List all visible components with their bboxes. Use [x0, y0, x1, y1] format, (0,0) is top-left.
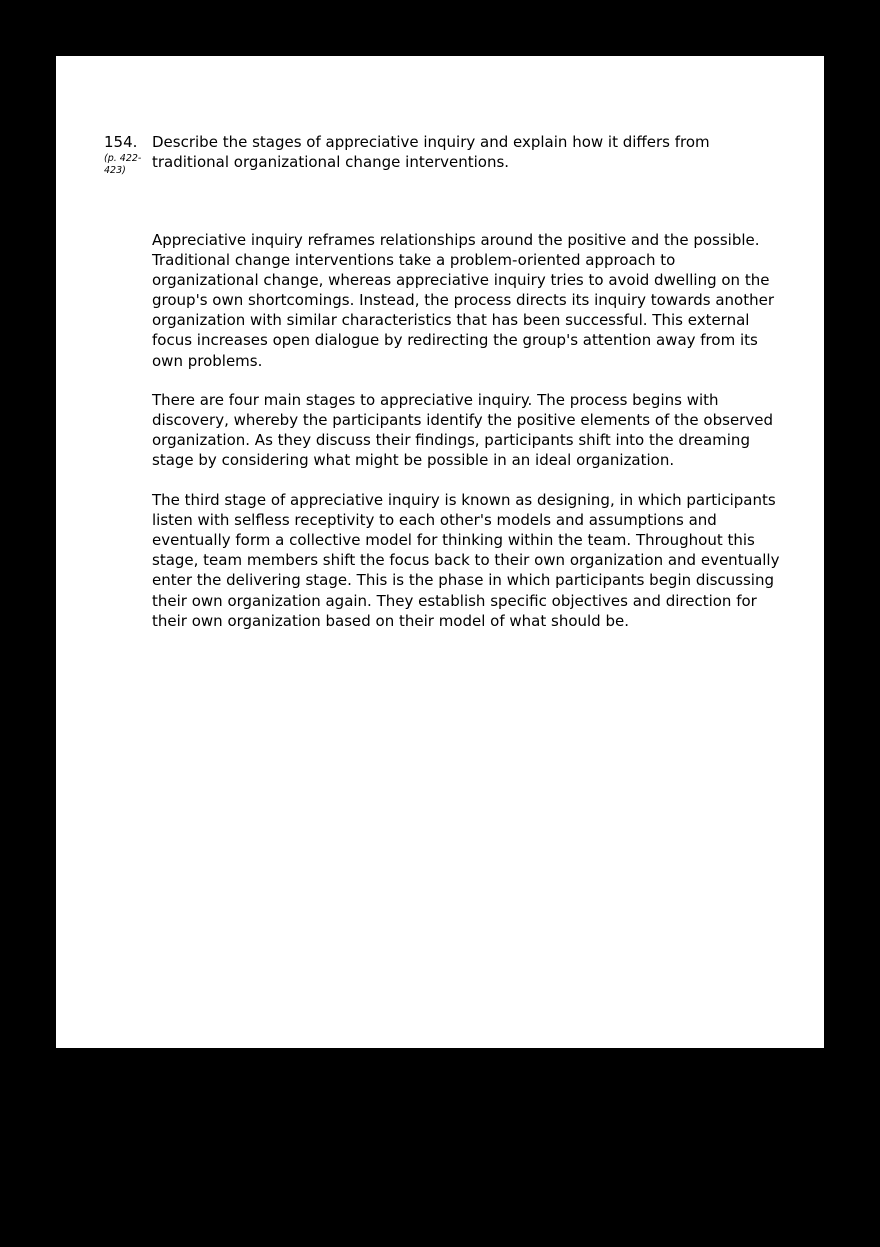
question-number: 154. — [104, 133, 138, 151]
document-page — [56, 56, 824, 1048]
question-text: Describe the stages of appreciative inquiry and explain how it differs from traditional organizational change interventions. — [152, 133, 710, 171]
answer-paragraph: There are four main stages to appreciative inquiry. The process begins with discovery, whereby the participants identify the positive elements of the observed organization. As they discuss their findings, participants shift into the dreaming stage by considering what might be possible in an ideal organization. — [152, 391, 773, 470]
answer-paragraph: The third stage of appreciative inquiry is known as designing, in which participants listen with selfless receptivity to each other's models and assumptions and eventually form a collective model for thinking within the team. Throughout this stage, team members shift the focus back to their own organization and eventually enter the delivering stage. This is the phase in which participants begin discussing their own organization again. They establish specific objectives and direction for their own organization based on their model of what should be. — [152, 491, 780, 630]
answer-paragraph: Appreciative inquiry reframes relationships around the positive and the possible. Traditional change interventions take a problem-oriented approach to organizational change, whereas appreciative inquiry tries to avoid dwelling on the group's own shortcomings. Instead, the process directs its inquiry towards another organization with similar characteristics that has been successful. This external focus increases open dialogue by redirecting the group's attention away from its own problems. — [152, 231, 774, 370]
answer-block — [152, 230, 780, 650]
page-reference: (p. 422-423) — [104, 153, 142, 176]
